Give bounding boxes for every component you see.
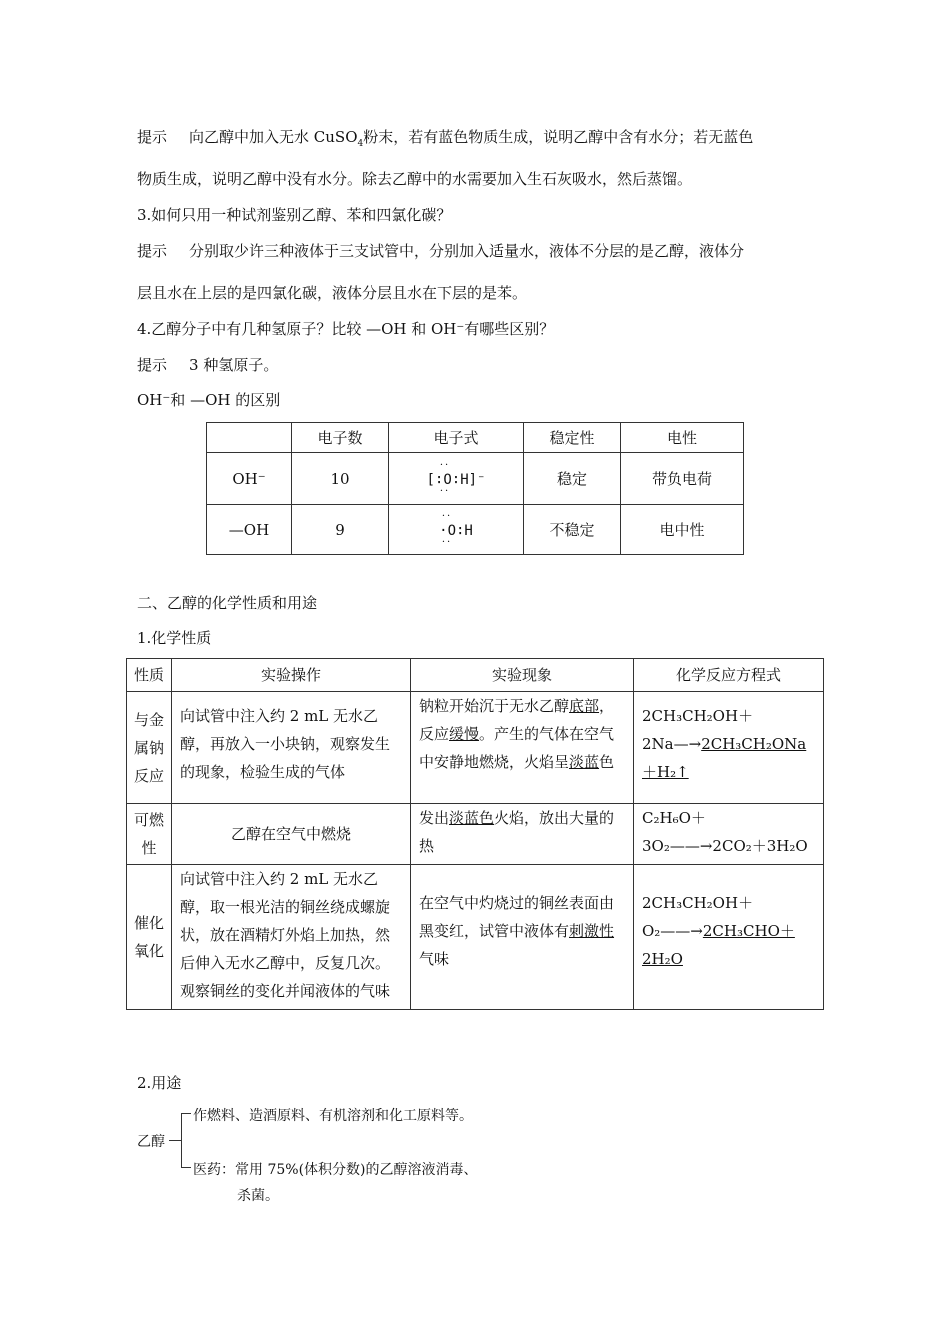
question-4: 4.乙醇分子中有几种氢原子？比较 —OH 和 OH⁻有哪些区别？ xyxy=(137,320,555,338)
section-2-heading: 二、乙醇的化学性质和用途 xyxy=(137,594,318,612)
table-row: 催化氧化 向试管中注入约 2 mL 无水乙醇，取一根光洁的铜丝绕成螺旋状，放在酒精灯外焰上加热，然后伸入无水乙醇中，反复几次。观察铜丝的变化并闻液体的气味 在空气中灼烧过的铜丝表面由黑变红，试管中液体有刺激性气味 2CH₃CH₂OH＋ O₂——→2CH₃CHO＋ 2H₂O xyxy=(127,865,824,1010)
table-row: 可燃性 乙醇在空气中燃烧 发出淡蓝色火焰，放出大量的热 C₂H₆O＋ 3O₂——→2CO₂＋3H₂O xyxy=(127,804,824,865)
subsection-1-heading: 1.化学性质 xyxy=(137,629,212,647)
use-item-2: 医药：常用 75%(体积分数)的乙醇溶液消毒、 xyxy=(193,1162,478,1178)
bracket-top xyxy=(181,1113,191,1114)
electron-formula-hydroxyl: ·· ·O∶H ·· xyxy=(389,505,524,555)
chemical-properties-table xyxy=(126,658,824,1010)
oh-comparison-table xyxy=(206,422,744,555)
table-header-row: 电子数 电子式 稳定性 电性 xyxy=(207,423,744,453)
subsection-2-heading: 2.用途 xyxy=(137,1074,182,1092)
uses-root: 乙醇 xyxy=(137,1134,165,1150)
equation-cell: C₂H₆O＋ 3O₂——→2CO₂＋3H₂O xyxy=(634,804,824,865)
bracket-bottom xyxy=(181,1167,191,1168)
hint-line-1: 提示 向乙醇中加入无水 CuSO$_4$粉末，若有蓝色物质生成，说明乙醇中含有水分；若无蓝色 xyxy=(137,128,754,149)
hint-line-2: 物质生成，说明乙醇中没有水分。除去乙醇中的水需要加入生石灰吸水，然后蒸馏。 xyxy=(137,170,693,188)
bracket-line xyxy=(169,1140,181,1141)
electron-formula-hydroxide: ·· [∶O∶H]⁻ ·· xyxy=(389,453,524,505)
hint-label: 提示 xyxy=(137,128,168,146)
comparison-caption: OH⁻和 —OH 的区别 xyxy=(137,391,281,409)
equation-cell: 2CH₃CH₂OH＋ 2Na—→2CH₃CH₂ONa ＋H₂↑ xyxy=(634,692,824,804)
use-item-1: 作燃料、造酒原料、有机溶剂和化工原料等。 xyxy=(193,1108,473,1124)
hint-line-3: 提示 分别取少许三种液体于三支试管中，分别加入适量水，液体不分层的是乙醇，液体分 xyxy=(137,242,745,260)
uses-diagram xyxy=(137,1105,637,1205)
hint-label: 提示 xyxy=(137,356,168,374)
bracket-vertical xyxy=(181,1113,182,1167)
equation-cell: 2CH₃CH₂OH＋ O₂——→2CH₃CHO＋ 2H₂O xyxy=(634,865,824,1010)
phenomenon-cell: 在空气中灼烧过的铜丝表面由黑变红，试管中液体有刺激性气味 xyxy=(411,865,634,1010)
hint-line-5: 提示 3 种氢原子。 xyxy=(137,356,279,374)
question-3: 3.如何只用一种试剂鉴别乙醇、苯和四氯化碳？ xyxy=(137,206,452,224)
table-row: 与金属钠反应 向试管中注入约 2 mL 无水乙醇，再放入一小块钠，观察发生的现象，检验生成的气体 钠粒开始沉于无水乙醇底部，反应缓慢。产生的气体在空气中安静地燃烧，火焰呈淡蓝色 2CH₃CH₂OH＋ 2Na—→2CH₃CH₂ONa ＋H₂↑ xyxy=(127,692,824,804)
use-item-2-cont: 杀菌。 xyxy=(237,1188,279,1204)
hint-label: 提示 xyxy=(137,242,168,260)
table-row: —OH 9 ·· ·O∶H ·· 不稳定 电中性 xyxy=(207,505,744,555)
hint-line-4: 层且水在上层的是四氯化碳，液体分层且水在下层的是苯。 xyxy=(137,284,528,302)
table-header-row: 性质 实验操作 实验现象 化学反应方程式 xyxy=(127,659,824,692)
table-row: OH⁻ 10 ·· [∶O∶H]⁻ ·· 稳定 带负电荷 xyxy=(207,453,744,505)
phenomenon-cell: 钠粒开始沉于无水乙醇底部，反应缓慢。产生的气体在空气中安静地燃烧，火焰呈淡蓝色 xyxy=(411,692,634,804)
phenomenon-cell: 发出淡蓝色火焰，放出大量的热 xyxy=(411,804,634,865)
